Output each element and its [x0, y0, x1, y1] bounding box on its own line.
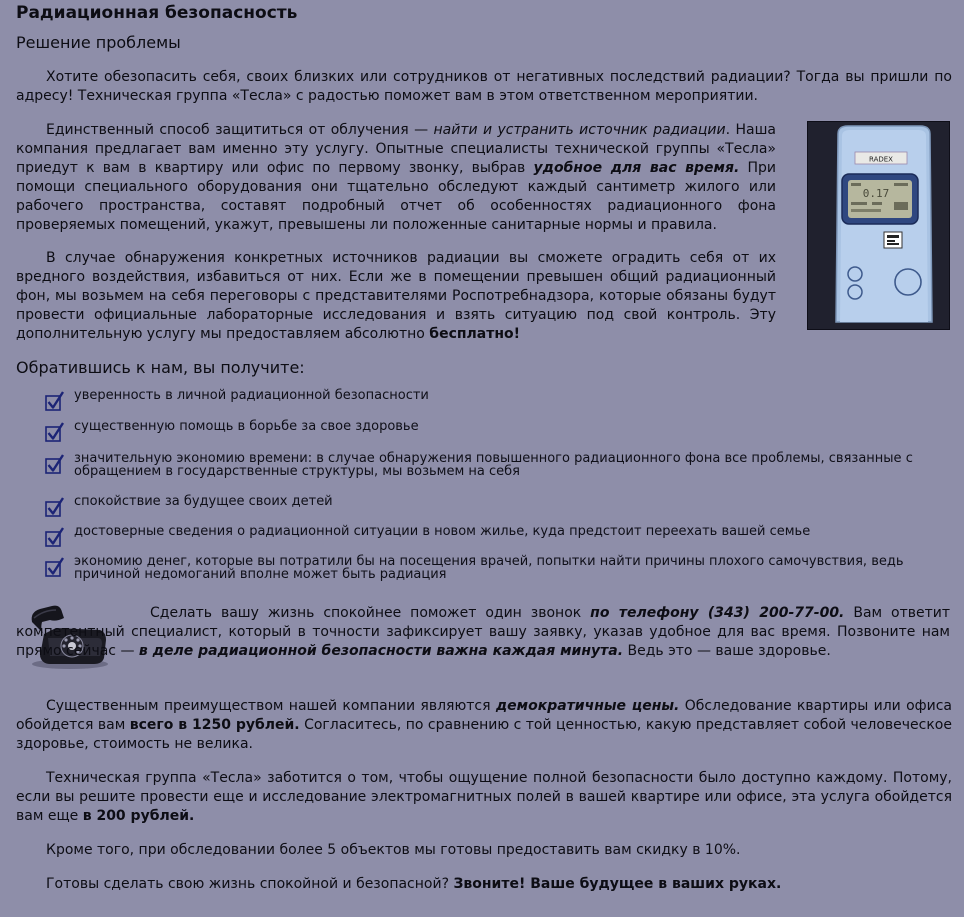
method-text-b: . Наша компания предлагает вам именно эту услугу. Опытные специалисты технической группы «Тесла» приедут к вам в квартиру или офис по первому звонку, выбрав — [16, 122, 776, 176]
radex-dosimeter-image — [807, 121, 950, 330]
checkbox-checked-icon — [44, 421, 66, 443]
method-text-italic: найти и устранить источник радиации — [433, 122, 726, 138]
checkbox-checked-icon — [44, 496, 66, 518]
method-text-a: Единственный способ защититься от облучения — — [46, 122, 434, 138]
price-text-amount: всего в 1250 рублей. — [129, 717, 300, 733]
method-paragraph — [16, 121, 776, 235]
price-text-a: Существенным преимуществом нашей компании являются — [46, 698, 496, 714]
radex-reading: 0.17 — [862, 187, 890, 200]
radex-dosimeter-drawing — [808, 122, 949, 329]
list-item — [44, 554, 944, 588]
benefit-text: достоверные сведения о радиационной ситуации в новом жилье, куда предстоит переехать вашей семье — [74, 524, 811, 539]
emf-text-amount: в 200 рублей. — [82, 808, 195, 824]
list-item — [44, 494, 944, 528]
benefit-text: значительную экономию времени: в случае обнаружения повышенного радиационного фона все проблемы, связанные с обращением в государственные структуры, мы возьмем на себя — [74, 451, 913, 479]
price-text-b: Обследование квартиры или офиса обойдется вам — [16, 698, 952, 733]
checkbox-checked-icon — [44, 526, 66, 548]
price-paragraph — [16, 697, 952, 754]
call-paragraph — [16, 604, 950, 661]
list-item — [44, 451, 944, 485]
list-item — [44, 524, 944, 558]
call-text-a: Сделать вашу жизнь спокойнее поможет один звонок — [150, 605, 591, 621]
checkbox-checked-icon — [44, 453, 66, 475]
intro-paragraph: Хотите обезопасить себя, своих близких или сотрудников от негативных последствий радиации? Тогда вы пришли по адресу! Техническая группа «Тесла» с радостью поможет вам в этом ответственном мероприятии. — [16, 69, 952, 104]
checkbox-checked-icon — [44, 390, 66, 412]
method-text-convenient-time: удобное для вас время. — [533, 160, 740, 176]
call-text-emphasis: в деле радиационной безопасности важна каждая минута. — [138, 643, 624, 659]
call-text-b: Вам ответит компетентный специалист, который в точности зафиксирует вашу заявку, указав удобное для вас время. Позвоните нам прямо сейчас — — [16, 605, 951, 659]
price-text-democratic: демократичные цены. — [495, 698, 680, 714]
emf-paragraph — [16, 769, 952, 826]
final-text: Готовы сделать свою жизнь спокойной и безопасной? — [46, 876, 454, 892]
call-text-c: Ведь это — ваше здоровье. — [623, 643, 831, 659]
section-subtitle: Решение проблемы — [16, 33, 181, 52]
final-paragraph — [16, 875, 952, 894]
radex-brand-label: RADEX — [869, 155, 893, 164]
final-text-call: Звоните! Ваше будущее в ваших руках. — [453, 876, 782, 892]
list-item — [44, 388, 944, 422]
benefit-text: существенную помощь в борьбе за свое здоровье — [74, 419, 419, 434]
benefit-text: спокойствие за будущее своих детей — [74, 494, 333, 509]
sources-paragraph — [16, 249, 776, 344]
sources-text-free: бесплатно! — [429, 326, 521, 342]
emf-text: Техническая группа «Тесла» заботится о том, чтобы ощущение полной безопасности было доступно каждому. Потому, если вы решите провести еще и исследование электромагнитных полей в вашей квартире или офисе, эта услуга обойдется вам еще — [16, 770, 952, 824]
list-item — [44, 419, 944, 453]
discount-paragraph: Кроме того, при обследовании более 5 объектов мы готовы предоставить вам скидку в 10%. — [46, 842, 741, 858]
price-text-c: Согласитесь, по сравнению с той ценностью, какую представляет собой человеческое здоровье, стоимость не велика. — [16, 717, 952, 752]
sources-text: В случае обнаружения конкретных источников радиации вы сможете оградить себя от их вредного воздействия, избавиться от них. Если же в помещении превышен общий радиационный фон, мы возьмем на себя переговоры с представителями Роспотребнадзора, которые обязаны будут провести официальные лабораторные исследования и взять ситуацию под свой контроль. Эту дополнительную услугу мы предоставляем абсолютно — [16, 250, 776, 342]
benefits-title: Обратившись к нам, вы получите: — [16, 358, 305, 377]
checkbox-checked-icon — [44, 556, 66, 578]
benefit-text: уверенность в личной радиационной безопасности — [74, 388, 429, 403]
page-title: Радиационная безопасность — [16, 3, 298, 23]
method-text-c: При помощи специального оборудования они тщательно обследуют каждый сантиметр жилого или рабочего пространства, составят подробный отчет об особенностях радиационного фона проверяемых помещений, укажут, превышены ли положенные санитарные нормы и правила. — [16, 160, 776, 233]
phone-number-text: по телефону (343) 200-77-00. — [590, 605, 845, 621]
benefit-text: экономию денег, которые вы потратили бы на посещения врачей, попытки найти причины плохого самочувствия, ведь причиной недомоганий вполне может быть радиация — [74, 554, 904, 582]
